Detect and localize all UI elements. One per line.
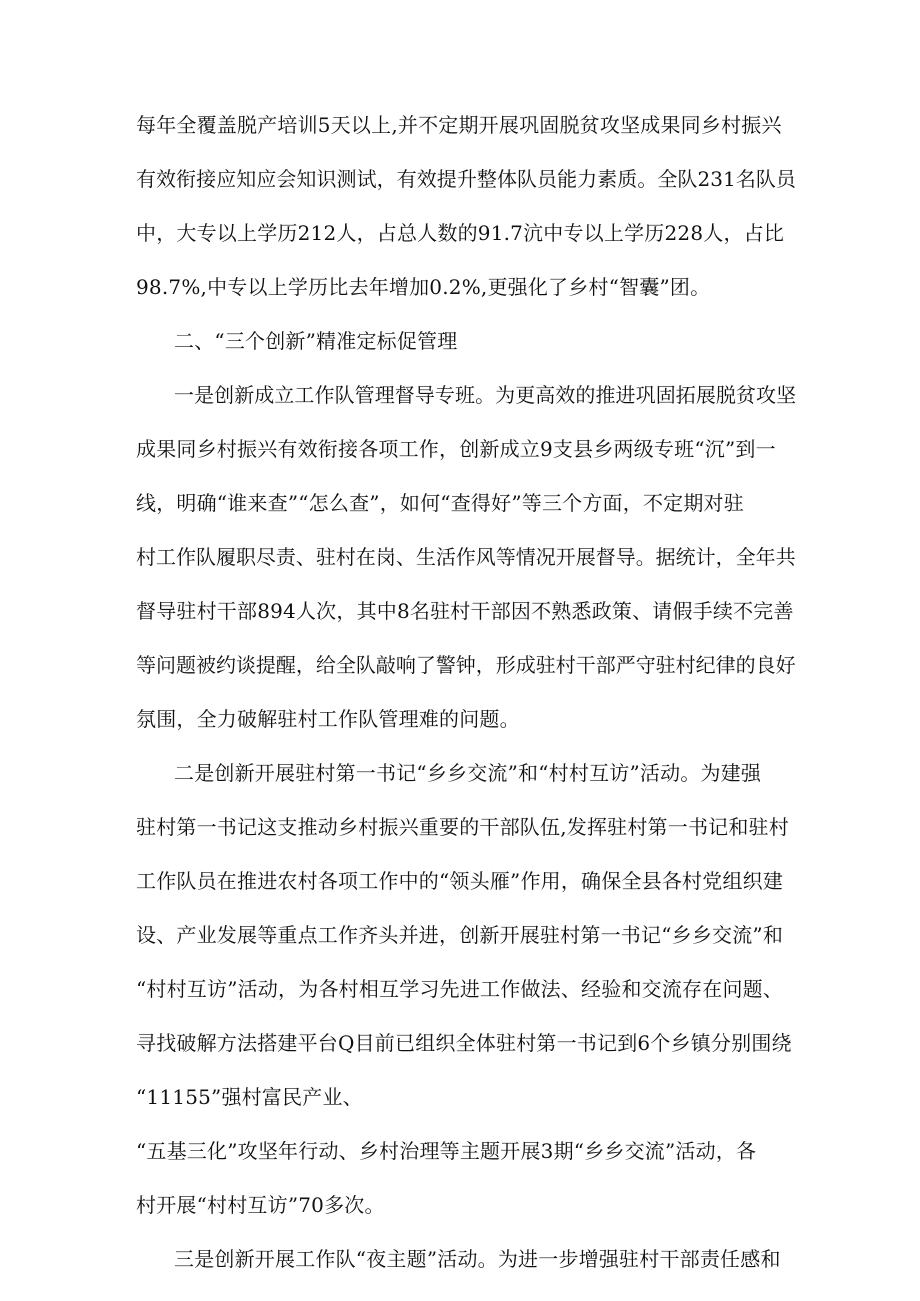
body-text-line: 工作队员在推进农村各项工作中的“领头雁”作用，确保全县各村党组织建 (136, 869, 784, 893)
body-text-line: 督导驻村干部894人次，其中8名驻村干部因不熟悉政策、请假手续不完善 (136, 599, 794, 623)
body-text-line: 每年全覆盖脱产培训5天以上,并不定期开展巩固脱贫攻坚成果同乡村振兴 (136, 113, 782, 137)
body-text-line: 中，大专以上学历212人，占总人数的91.7沆中专以上学历228人，占比 (136, 221, 785, 245)
body-text-line: 设、产业发展等重点工作齐头并进，创新开展驻村第一书记“乡乡交流”和 (136, 923, 784, 947)
body-text-line: 驻村第一书记这支推动乡村振兴重要的干部队伍,发挥驻村第一书记和驻村 (136, 815, 789, 839)
body-text-line: 氛围，全力破解驻村工作队管理难的问题。 (136, 707, 520, 731)
body-text-line: “五基三化”攻坚年行动、乡村治理等主题开展3期“乡乡交流”活动，各 (136, 1139, 757, 1163)
body-text-line: 三是创新开展工作队“夜主题”活动。为进一步增强驻村干部责任感和 (174, 1247, 781, 1271)
body-text-line: “11155”强村富民产业、 (136, 1085, 363, 1109)
body-text-line: 等问题被约谈提醒，给全队敲响了警钟，形成驻村干部严守驻村纪律的良好 (136, 653, 796, 677)
body-text-line: 有效衔接应知应会知识测试，有效提升整体队员能力素质。全队231名队员 (136, 167, 796, 191)
body-text-line: 二是创新开展驻村第一书记“乡乡交流”和“村村互访”活动。为建强 (174, 761, 762, 785)
body-text-line: 成果同乡村振兴有效衔接各项工作，创新成立9支县乡两级专班“沉”到一 (136, 437, 776, 461)
body-text-line: “村村互访”活动，为各村相互学习先进工作做法、经验和交流存在问题、 (136, 977, 784, 1001)
body-text-line: 村开展“村村互访”70多次。 (136, 1193, 385, 1217)
body-text-line: 线，明确“谁来查”“怎么查”，如何“查得好”等三个方面，不定期对驻 (136, 491, 744, 515)
body-text-line: 寻找破解方法搭建平台Q目前已组织全体驻村第一书记到6个乡镇分别围绕 (136, 1031, 792, 1055)
body-text-line: 一是创新成立工作队管理督导专班。为更高效的推进巩固拓展脱贫攻坚 (174, 383, 797, 407)
section-heading: 二、“三个创新”精准定标促管理 (174, 329, 458, 353)
body-text-line: 98.7%,中专以上学历比去年增加0.2%,更强化了乡村“智囊”团。 (136, 275, 711, 299)
body-text-line: 村工作队履职尽责、驻村在岗、生活作风等情况开展督导。据统计，全年共 (136, 545, 796, 569)
